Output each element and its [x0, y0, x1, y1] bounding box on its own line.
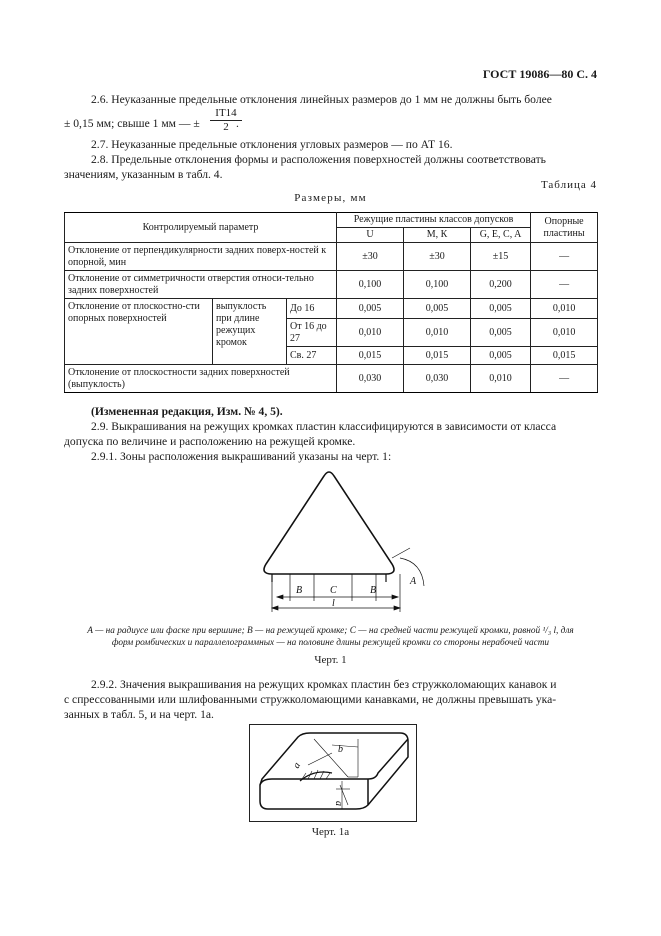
row1-param: Отклонение от перпендикулярности задних поверх-ностей к опорной, мин [65, 243, 337, 271]
dim-label-c: C [330, 585, 337, 596]
figure-1a-chipped-edge [250, 725, 416, 821]
row3b-mk: 0,010 [404, 319, 471, 347]
th-gec: G, E, C, A [471, 228, 531, 243]
th-support: Опорные пластины [531, 213, 598, 243]
figure-1a-caption: Черт. 1а [311, 826, 350, 838]
row2-sup: — [531, 271, 598, 299]
row4-param: Отклонение от плоскостности задних поверхностей (выпуклость) [65, 365, 337, 393]
dim-label-b-left: B [296, 585, 303, 596]
paragraph-2-6-line1: 2.6. Неуказанные предельные отклонения линейных размеров до 1 мм не должны быть более [91, 93, 552, 106]
figure-1-caption: Черт. 1 [314, 654, 347, 666]
row2-mk: 0,100 [404, 271, 471, 299]
table-4 [64, 212, 598, 393]
fig1a-label-a-top: a [291, 760, 304, 771]
row4-gec: 0,010 [471, 365, 531, 393]
row3b-gec: 0,005 [471, 319, 531, 347]
row3a-u: 0,005 [337, 299, 404, 319]
row3b-len: От 16 до 27 [287, 319, 337, 347]
insert-body [260, 733, 408, 809]
figure-1a-frame [249, 724, 417, 822]
row3a-mk: 0,005 [404, 299, 471, 319]
row1-mk: ±30 [404, 243, 471, 271]
row3a-sup: 0,010 [531, 299, 598, 319]
page-header: ГОСТ 19086—80 С. 4 [482, 67, 597, 81]
fig1a-label-b: b [338, 744, 343, 755]
row1-u: ±30 [337, 243, 404, 271]
th-mk: М, К [404, 228, 471, 243]
fraction-numerator: IT14 [215, 107, 237, 119]
th-group: Режущие пластины классов допусков [337, 213, 531, 228]
insert-top-edge [260, 739, 408, 785]
paragraph-2-7: 2.7. Неуказанные предельные отклонения угловых размеров — по АТ 16. [91, 138, 453, 151]
figure-1-triangle-insert [250, 466, 440, 624]
triangle-outline [264, 472, 394, 574]
paragraph-2-6-line2: ± 0,15 мм; свыше 1 мм — ± [64, 117, 200, 130]
paragraph-2-9-2-line2: с спрессованными или шлифованными стружколомающими канавками, не должны превышать ука- [64, 693, 557, 706]
hatch-chip [302, 770, 330, 779]
row4-mk: 0,030 [404, 365, 471, 393]
row3c-gec: 0,005 [471, 347, 531, 365]
table-units: Размеры, мм [294, 192, 367, 204]
paragraph-2-8-line1: 2.8. Предельные отклонения формы и расположения поверхностей должны соответствовать [91, 153, 546, 166]
fig1a-label-a-side: a [333, 801, 344, 806]
dim-label-l: l [332, 598, 335, 609]
figure-1-legend-line2: форм ромбических и параллелограммных — на половине длины режущей кромки со стороны нерабочей части [111, 638, 550, 648]
paragraph-2-9-1: 2.9.1. Зоны расположения выкрашиваний указаны на черт. 1: [91, 450, 392, 463]
row2-u: 0,100 [337, 271, 404, 299]
row3a-len: До 16 [287, 299, 337, 319]
row3a-gec: 0,005 [471, 299, 531, 319]
row3c-len: Св. 27 [287, 347, 337, 365]
row4-sup: — [531, 365, 598, 393]
paragraph-2-9-2-line1: 2.9.2. Значения выкрашивания на режущих кромках пластин без стружколомающих канавок и [91, 678, 557, 691]
row4-u: 0,030 [337, 365, 404, 393]
row1-gec: ±15 [471, 243, 531, 271]
row3b-sup: 0,010 [531, 319, 598, 347]
row3-param: Отклонение от плоскостно-сти опорных поверхностей [65, 299, 213, 365]
row1-sup: — [531, 243, 598, 271]
fraction-denominator: 2 [210, 120, 242, 133]
dim-label-b-right: B [370, 585, 377, 596]
dim-label-a: A [410, 576, 417, 587]
row3c-u: 0,015 [337, 347, 404, 365]
row2-param: Отклонение от симметричности отверстия относи-тельно задних поверхностей [65, 271, 337, 299]
fraction-period: . [236, 117, 239, 130]
row2-gec: 0,200 [471, 271, 531, 299]
row3c-sup: 0,015 [531, 347, 598, 365]
paragraph-2-9-2-line3: занных в табл. 5, и на черт. 1а. [64, 708, 214, 721]
paragraph-2-8-line2: значениям, указанным в табл. 4. [64, 168, 223, 181]
paragraph-2-9-line1: 2.9. Выкрашивания на режущих кромках пластин классифицируются в зависимости от класса [91, 420, 557, 433]
amendment-note: (Измененная редакция, Изм. № 4, 5). [91, 405, 283, 418]
th-param: Контролируемый параметр [65, 213, 337, 243]
th-u: U [337, 228, 404, 243]
paragraph-2-9-line2: допуска по величине и расположению на режущей кромке. [64, 435, 356, 448]
table-caption: Таблица 4 [540, 179, 597, 191]
figure-1-legend-line1: A — на радиусе или фаске при вершине; B — на режущей кромке; C — на средней части режущей кромки, равной ¹/₃ l, для [87, 626, 574, 636]
row3-sub: выпуклость при длине режущих кромок [213, 299, 287, 365]
row3c-mk: 0,015 [404, 347, 471, 365]
row3b-u: 0,010 [337, 319, 404, 347]
